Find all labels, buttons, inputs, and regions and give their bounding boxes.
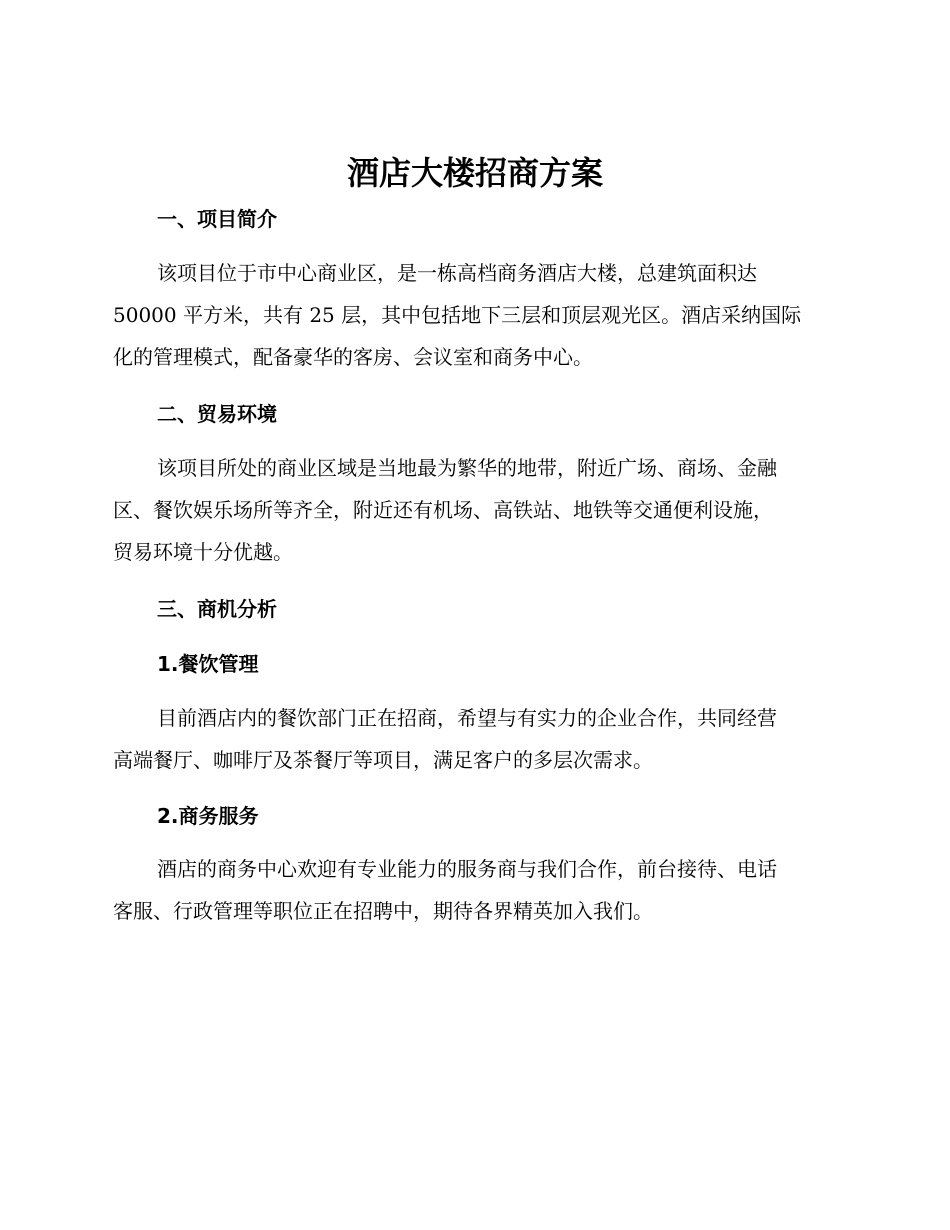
subsection-heading-catering: 1.餐饮管理 bbox=[157, 652, 259, 676]
paragraph-line: 该项目位于市中心商业区，是一栋高档商务酒店大楼，总建筑面积达 bbox=[157, 261, 757, 285]
section-heading-opportunity-analysis: 三、商机分析 bbox=[157, 597, 277, 621]
paragraph-line: 化的管理模式，配备豪华的客房、会议室和商务中心。 bbox=[113, 345, 593, 369]
paragraph-project-intro bbox=[113, 252, 833, 378]
paragraph-line: 区、餐饮娱乐场所等齐全，附近还有机场、高铁站、地铁等交通便利设施， bbox=[113, 498, 773, 522]
paragraph-catering bbox=[113, 697, 833, 781]
paragraph-trade-environment bbox=[113, 447, 833, 573]
subsection-heading-business-services: 2.商务服务 bbox=[157, 804, 259, 828]
paragraph-line: 客服、行政管理等职位正在招聘中，期待各界精英加入我们。 bbox=[113, 899, 653, 923]
paragraph-line: 该项目所处的商业区域是当地最为繁华的地带，附近广场、商场、金融 bbox=[157, 456, 777, 480]
section-heading-trade-environment: 二、贸易环境 bbox=[157, 402, 277, 426]
paragraph-line: 酒店的商务中心欢迎有专业能力的服务商与我们合作，前台接待、电话 bbox=[157, 857, 777, 881]
paragraph-line: 贸易环境十分优越。 bbox=[113, 540, 293, 564]
paragraph-line: 50000 平方米，共有 25 层，其中包括地下三层和顶层观光区。酒店采纳国际 bbox=[113, 303, 802, 327]
paragraph-business-services bbox=[113, 848, 833, 932]
paragraph-line: 高端餐厅、咖啡厅及茶餐厅等项目，满足客户的多层次需求。 bbox=[113, 748, 653, 772]
section-heading-project-intro: 一、项目简介 bbox=[157, 207, 277, 231]
paragraph-line: 目前酒店内的餐饮部门正在招商，希望与有实力的企业合作，共同经营 bbox=[157, 706, 777, 730]
document-title: 酒店大楼招商方案 bbox=[346, 154, 603, 192]
